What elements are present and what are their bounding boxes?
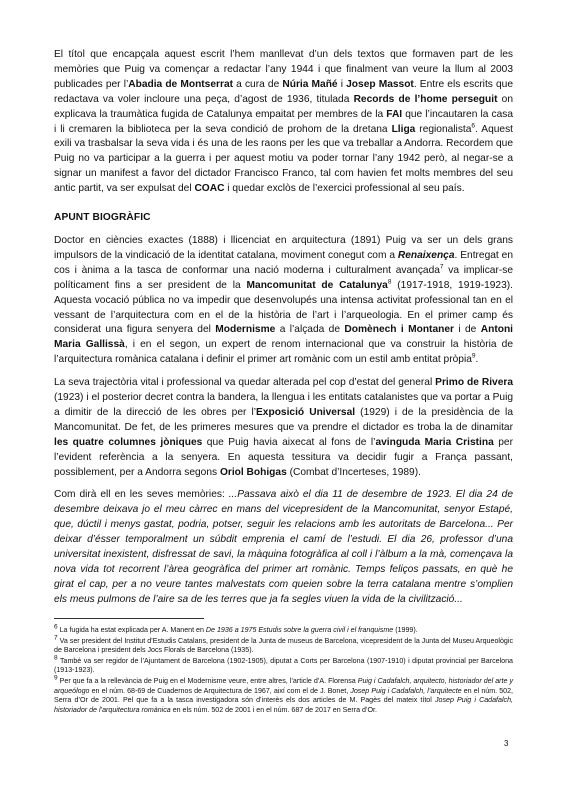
italic-title: Josep Puig i Cadafalch, historiador de l’arquitectura romànica xyxy=(54,696,514,714)
bold-italic-term: Renaixença xyxy=(397,249,455,261)
text-run: . Entregat en cos i ànima a la tasca de conformar una nació moderna i culturalment avançada xyxy=(54,249,513,276)
footnote-ref[interactable]: 8 xyxy=(387,278,392,286)
paragraph-biography xyxy=(54,234,513,368)
bold-term: COAC xyxy=(194,183,225,195)
paragraph-dictatorship xyxy=(54,376,513,480)
footnote-number: 6 xyxy=(54,623,58,631)
text-run: per l’evident referència a la senyera. En aquesta tessitura va decidir fugir a França passant, possiblement, per a Andorra segons xyxy=(54,436,513,478)
paragraph-intro xyxy=(54,48,513,197)
italic-title: De 1936 a 1975 Estudis sobre la guerra civil i el franquisme xyxy=(205,626,394,634)
text-run: La fugida ha estat explicada per A. Manent en xyxy=(57,626,206,634)
footnotes xyxy=(54,623,514,716)
text-run: i quedar exclòs de l’exercici professional al seu país. xyxy=(224,183,465,195)
bold-term: Josep Massot xyxy=(346,78,414,90)
text-run: on explicava la traumàtica fugida de Catalunya empaitat per membres de la xyxy=(54,93,513,120)
bold-term: avinguda Maria Cristina xyxy=(375,436,494,448)
bold-term: Modernisme xyxy=(215,324,276,336)
footnote-ref[interactable]: 9 xyxy=(471,352,476,360)
footnote-separator xyxy=(54,618,204,619)
section-heading: APUNT BIOGRÀFIC xyxy=(54,212,151,224)
text-run: Va ser president del Institut d’Estudis Catalans, president de la Junta de museus de Barcelona, vicepresident de la Junta del Museu Arqueològic de Barcelona i president dels Jocs Florals de Barcelona (1935). xyxy=(54,636,513,655)
footnote-ref[interactable]: 7 xyxy=(439,263,444,271)
text-run: que l’incautaren la casa i li cremaren la biblioteca per la seva condició de prohom de la dretana xyxy=(54,108,513,135)
italic-title: Josep Puig i Cadafalch, l’arquitecte xyxy=(350,686,462,695)
footnote-number: 7 xyxy=(54,634,58,642)
text-run: regionalista xyxy=(415,123,472,135)
paragraph-memoirs-quote xyxy=(54,488,513,607)
text-run: També va ser regidor de l’Ajuntament de Barcelona (1902-1905), diputat a Corts per Barcelona (1907-1910) i diputat provincial per Barcelona (1913-1923). xyxy=(54,656,513,675)
text-run: en els núm. 502 de 2001 i en el núm. 687 de 2017 en Serra d’Or. xyxy=(170,705,377,714)
text-run: i de xyxy=(453,324,481,336)
text-run: va implicar-se políticament fins a ser president de la xyxy=(54,264,514,291)
footnote-number: 9 xyxy=(54,674,58,682)
text-run: (1929) i de la presidència de la Mancomunitat. De fet, de les primeres mesures que va prendre el dictador es troba la de dinamitar xyxy=(54,406,513,433)
text-run: Com dirà ell en les seves memòries: xyxy=(54,489,229,501)
text-run: La seva trajectòria vital i professional va quedar alterada pel cop d’estat del general xyxy=(54,377,436,389)
bold-term: Domènech i Montaner xyxy=(344,324,454,336)
text-run: (1999). xyxy=(393,626,418,634)
text-run: , i en el segon, un expert de renom internacional que va construir la història de l’arquitectura romànica catalana i definir el primer art romànic com un estil amb entitat pròpia xyxy=(54,339,513,366)
page-number: 3 xyxy=(504,739,509,748)
italic-quote: ...Passava això el dia 11 de desembre de 1923. El dia 24 de desembre deixava jo el meu càrrec en mans del vicepresident de la Mancomunitat, senyor Estapé, que, dúctil i menys gastat, podria, potser, seguir les relacions amb les autoritats de Barcelona... Per deixar d’ésser temporalment un súbdit emprenia el camí de l’estudi. El dia 26, professor d’una universitat inexistent, disfressat de savi, la màquina fotogràfica al coll i l’àlbum a la mà, començava la nova vida tot recorrent l’àrea geogràfica del primer art romànic. Temps feliços passats, en què he girat el cap, per a no veure tantes malvestats com queien sobre la terra catalana mentre s’omplien els meus pulmons de l’aire sa de les terres que ja fa segles viuen la vida de la civilització... xyxy=(54,489,513,605)
text-run: (1917-1918, 1919-1923). Aquesta vocació pública no va impedir que desenvolupés una intensa activitat professional tan en el vessant de l’arquitectura com en el de la història de l’art i l’arqueologia. En el primer camp és considerat una figura senyera del xyxy=(54,279,513,336)
bold-term: les quatre columnes jòniques xyxy=(54,436,203,448)
text-run: en el núm. 68-69 de Cuadernos de Arquitectura de 1967, així com el de J. Bonet, xyxy=(89,686,351,695)
text-run: Doctor en ciències exactes (1888) i llicenciat en arquitectura (1891) Puig va ser un dels grans impulsors de la vindicació de la identitat catalana, moviment conegut com a xyxy=(54,234,513,261)
footnote-8 xyxy=(54,654,513,676)
body-text xyxy=(54,48,513,616)
text-run: que Puig havia aixecat al fons de l’ xyxy=(202,436,376,448)
text-run: a l’alçada de xyxy=(275,324,345,336)
text-run: (1923) i el posterior decret contra la bandera, la llengua i les entitats catalanistes que va portar a Puig a dimitir de la direcció de les obres per l’ xyxy=(54,392,513,418)
bold-term: Núria Mañé xyxy=(282,78,338,90)
text-run: . Entre els escrits que redactava va voler incloure una peça, d’agost de 1936, titulada xyxy=(54,78,513,105)
footnote-6 xyxy=(54,623,513,636)
text-run: Per que fa a la rellevància de Puig en el Modernisme veure, entre altres, l’article d’A. Florensa xyxy=(57,676,358,685)
bold-term: Records de l’home perseguit xyxy=(353,93,498,105)
text-run: (Combat d’Incerteses, 1989). xyxy=(286,466,421,478)
bold-term: FAI xyxy=(386,108,403,120)
text-run: . Aquest exili va trasbalsar la seva vida i és una de les raons per les que va treballar a Andorra. Recordem que Puig no va participar a la guerra i per aquest motiu va poder tornar l’any 1942 però, al negar-se a signar un manifest a favor del dictador Francisco Franco, tal com havien fet molts membres del seu antic partit, va ser expulsat del xyxy=(54,123,513,195)
bold-term: Abadia de Montserrat xyxy=(128,78,234,90)
footnote-7 xyxy=(54,634,513,656)
bold-term: Exposició Universal xyxy=(256,406,356,418)
footnote-9 xyxy=(54,674,514,715)
text-run: El títol que encapçala aquest escrit l’hem manllevat d’un dels textos que formaven part de les memòries que Puig va començar a redactar l’any 1944 i que finalment van veure la llum al 2003 publicades per l’ xyxy=(54,49,513,90)
bold-term: Lliga xyxy=(391,123,416,135)
bold-term: Antoni Maria Gallissà xyxy=(54,324,513,351)
text-run: . xyxy=(475,354,479,366)
bold-term: Oriol Bohigas xyxy=(219,466,287,478)
text-run: en el núm. 502, Serra d’Or de 2001. Pel que fa a la tasca investigadora són d’interès els dos articles de M. Pagès del mateix títol xyxy=(54,686,513,705)
bold-term: Mancomunitat de Catalunya xyxy=(246,279,388,291)
bold-term: Primo de Rivera xyxy=(435,377,513,389)
text-run: a cura de xyxy=(233,78,283,90)
text-run: i xyxy=(337,78,347,90)
footnote-ref[interactable]: 6 xyxy=(471,122,476,130)
italic-title: Puig i Cadafalch, arquitecto, historiador del arte y arqueólogo xyxy=(54,676,513,695)
footnote-number: 8 xyxy=(54,654,58,662)
